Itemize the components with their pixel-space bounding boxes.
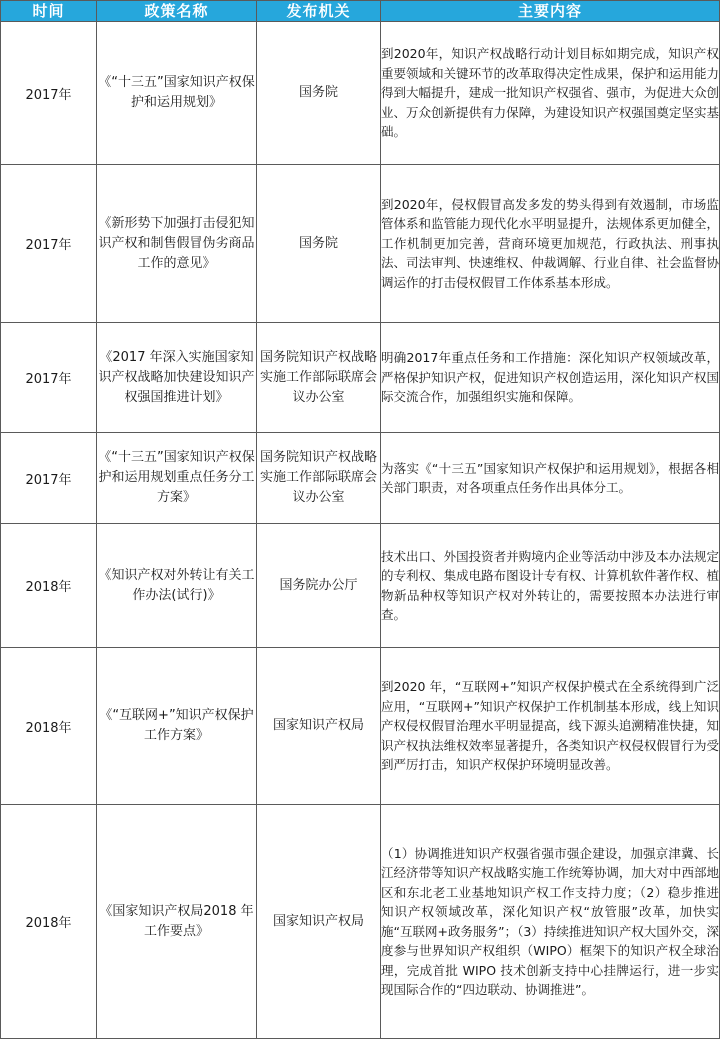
table-row	[1, 433, 720, 524]
cell-issuing-authority: 国务院	[257, 165, 381, 323]
header-main-content: 主要内容	[381, 1, 720, 22]
cell-main-content-text: 为落实《“十三五”国家知识产权保护和运用规划》，根据各相关部门职责，对各项重点任务作出具体分工。	[381, 460, 719, 495]
cell-year: 2017年	[1, 165, 97, 323]
cell-main-content-text: 技术出口、外国投资者并购境内企业等活动中涉及本办法规定的专利权、集成电路布图设计专有权、计算机软件著作权、植物新品种权等知识产权对外转让的，需要按照本办法进行审查。	[381, 548, 719, 622]
cell-issuing-authority: 国务院	[257, 22, 381, 165]
cell-policy-name: 《“十三五”国家知识产权保护和运用规划》	[97, 22, 257, 165]
table-row	[1, 524, 720, 648]
table-header	[1, 1, 720, 22]
header-row	[1, 1, 720, 22]
cell-main-content	[381, 22, 720, 165]
cell-main-content	[381, 165, 720, 323]
cell-year: 2018年	[1, 648, 97, 805]
cell-main-content	[381, 433, 720, 524]
cell-issuing-authority: 国家知识产权局	[257, 805, 381, 1039]
cell-main-content	[381, 524, 720, 648]
cell-policy-name: 《2017 年深入实施国家知识产权战略加快建设知识产权强国推进计划》	[97, 323, 257, 433]
cell-main-content-text: 到2020 年，“互联网+”知识产权保护模式在全系统得到广泛应用，“互联网+”知识产权保护工作机制基本形成，线上知识产权侵权假冒治理水平明显提高，线下源头追溯精准快捷，知识产权执法维权效率显著提升，各类知识产权侵权假冒行为受到严厉打击，知识产权保护环境明显改善。	[381, 679, 719, 773]
cell-main-content	[381, 648, 720, 805]
cell-policy-name: 《“互联网+”知识产权保护工作方案》	[97, 648, 257, 805]
table-row	[1, 22, 720, 165]
table-body	[1, 22, 720, 1039]
table-row	[1, 323, 720, 433]
cell-policy-name: 《国家知识产权局2018 年工作要点》	[97, 805, 257, 1039]
table-row	[1, 805, 720, 1039]
cell-main-content-text: 明确2017年重点任务和工作措施：深化知识产权领域改革，严格保护知识产权，促进知识产权创造运用，深化知识产权国际交流合作，加强组织实施和保障。	[381, 350, 719, 405]
header-issuing-authority: 发布机关	[257, 1, 381, 22]
cell-year: 2017年	[1, 22, 97, 165]
cell-year: 2018年	[1, 805, 97, 1039]
cell-main-content	[381, 805, 720, 1039]
header-policy-name: 政策名称	[97, 1, 257, 22]
cell-main-content-text: 到2020年，侵权假冒高发多发的势头得到有效遏制，市场监管体系和监管能力现代化水平明显提升，法规体系更加健全，工作机制更加完善，营商环境更加规范，行政执法、刑事执法、司法审判、快速维权、仲裁调解、行业自律、社会监督协调运作的打击侵权假冒工作体系基本形成。	[381, 196, 719, 290]
cell-main-content	[381, 323, 720, 433]
header-year: 时间	[1, 1, 97, 22]
cell-policy-name: 《新形势下加强打击侵犯知识产权和制售假冒伪劣商品工作的意见》	[97, 165, 257, 323]
table-row	[1, 165, 720, 323]
cell-main-content-text: 到2020年，知识产权战略行动计划目标如期完成，知识产权重要领域和关键环节的改革取得决定性成果，保护和运用能力得到大幅提升，建成一批知识产权强省、强市，为促进大众创业、万众创新提供有力保障，为建设知识产权强国奠定坚实基础。	[381, 46, 719, 140]
cell-year: 2017年	[1, 323, 97, 433]
cell-year: 2018年	[1, 524, 97, 648]
table-row	[1, 648, 720, 805]
cell-policy-name: 《“十三五”国家知识产权保护和运用规划重点任务分工方案》	[97, 433, 257, 524]
cell-issuing-authority: 国务院知识产权战略实施工作部际联席会议办公室	[257, 323, 381, 433]
cell-main-content-text: （1）协调推进知识产权强省强市强企建设，加强京津冀、长江经济带等知识产权战略实施工作统筹协调，加大对中西部地区和东北老工业基地知识产权工作支持力度；（2）稳步推进知识产权领域改革，深化知识产权“放管服”改革，加快实施“互联网+政务服务”；（3）持续推进知识产权大国外交，深度参与世界知识产权组织（WIPO）框架下的知识产权全球治理，完成首批 WIPO 技术创新支持中心挂牌运行，进一步实现国际合作的“四边联动、协调推进”。	[381, 845, 719, 997]
cell-issuing-authority: 国务院知识产权战略实施工作部际联席会议办公室	[257, 433, 381, 524]
cell-year: 2017年	[1, 433, 97, 524]
cell-issuing-authority: 国务院办公厅	[257, 524, 381, 648]
cell-issuing-authority: 国家知识产权局	[257, 648, 381, 805]
cell-policy-name: 《知识产权对外转让有关工作办法(试行)》	[97, 524, 257, 648]
